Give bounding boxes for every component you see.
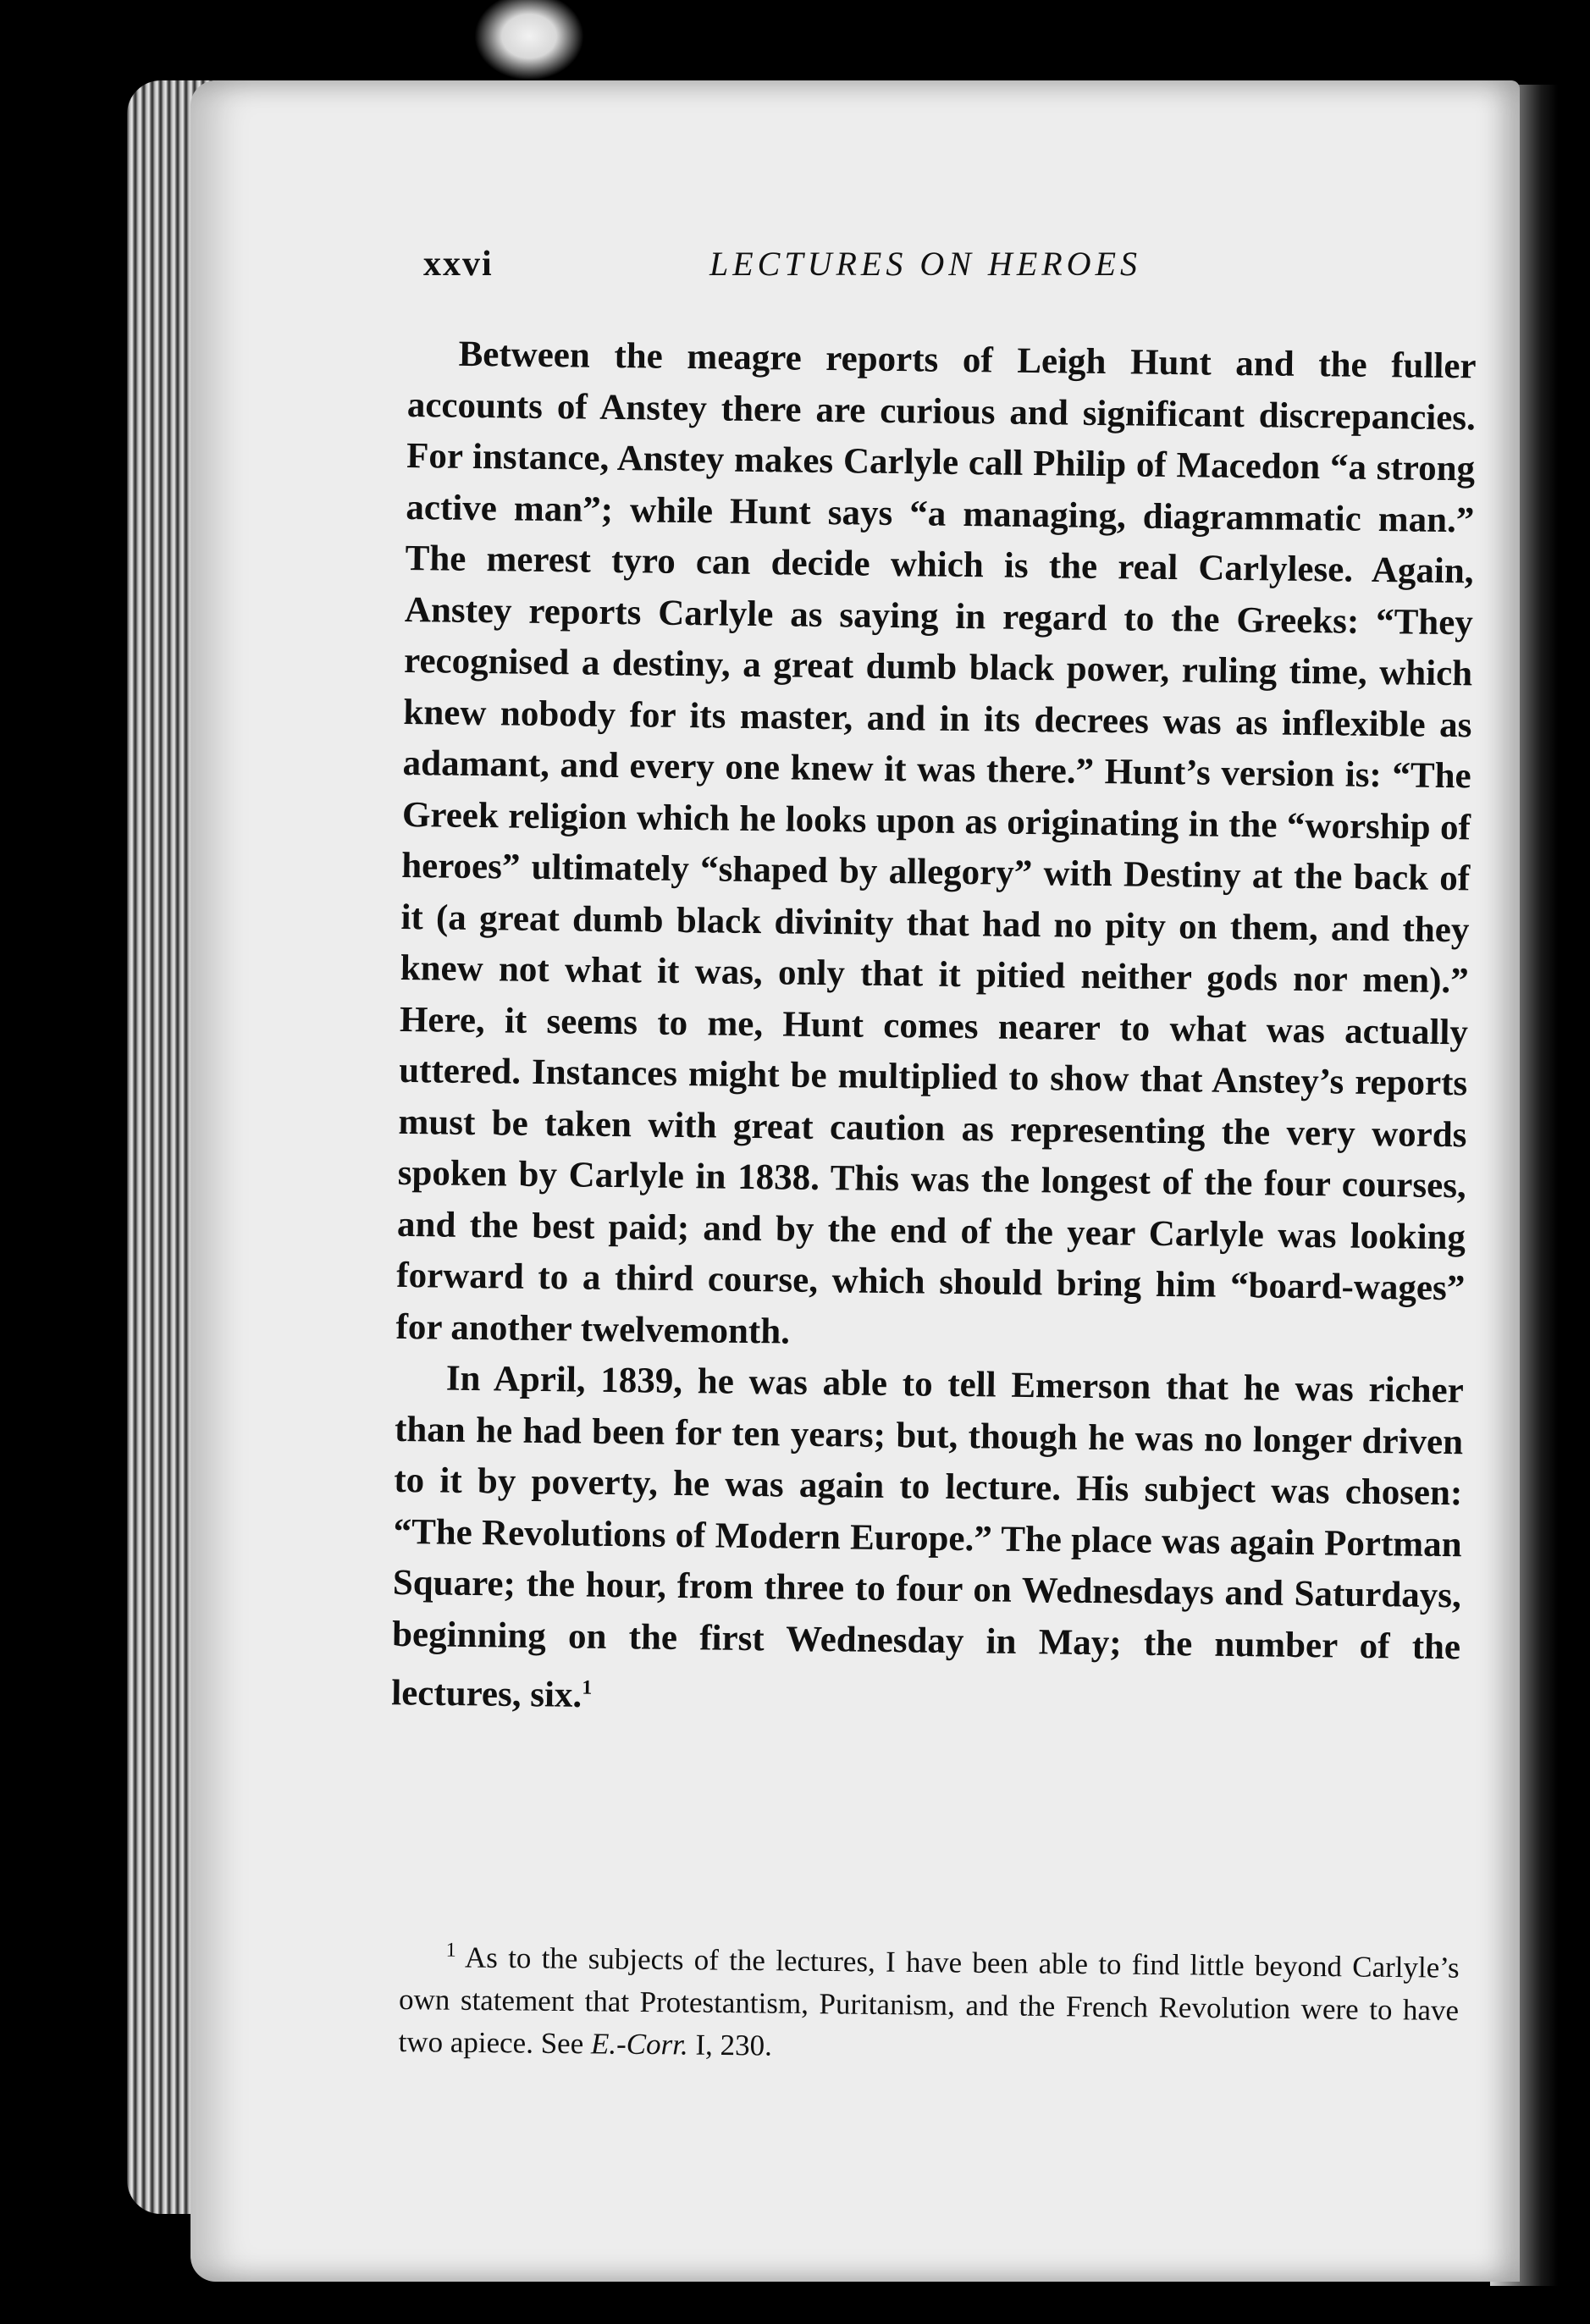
body-text [391,328,1477,1732]
paragraph [391,1353,1464,1732]
footnote [398,1929,1460,2074]
footnote-mark: 1 [445,1939,456,1962]
footnote-reference-tail: I, 230. [695,2028,773,2062]
page-header [423,244,1439,295]
scan-blot [474,0,584,80]
page-number: xxvi [423,245,494,284]
paragraph-text: In April, 1839, he was able to tell Emerson that he was richer than he had been for ten years; but, though he was no longer driven to it by poverty, he was again to lecture. His subject was chosen: “The Revolutions of Modern Europe.” The place was again Portman Square; the hour, from three to four on Wednesdays and Saturdays, beginning on the first Wednesday in May; the number of the lectures, six. [391,1358,1465,1715]
footnote-marker: 1 [582,1676,593,1699]
paragraph [395,328,1477,1366]
footnote-reference: E.-Corr. [590,2027,688,2062]
paragraph-text: Between the meagre reports of Leigh Hunt and the fuller accounts of Anstey there are curious and significant discrepancies. For instance, Anstey makes Carlyle call Philip of Macedon “a strong active man”; while Hunt says “a managing, diagrammatic man.” The merest tyro can decide which is the real Carlylese. Again, Anstey reports Carlyle as saying in regard to the Greeks: “They recognised a destiny, a great dumb black power, ruling time, which knew nobody for its master, and in its decrees was as inflexible as adamant, and every one knew it was there.” Hunt’s version is: “The Greek religion which he looks upon as originating in the “worship of heroes” ultimately “shaped by allegory” with Destiny at the back of it (a great dumb black divinity that had no pity on them, and they knew not what it was, only that it pitied neither gods nor men).” Here, it seems to me, Hunt comes nearer to what was actually uttered. Instances might be multiplied to show that Anstey’s reports must be taken with great caution as representing the very words spoken by Carlyle in 1838. This was the longest of the four courses, and the best paid; and by the end of the year Carlyle was looking forward to a third course, which should bring him “board-wages” for another twelvemonth. [395,334,1477,1352]
footnote-text: As to the subjects of the lectures, I have been able to find little beyond Carlyle’s own statement that Protestantism, Puritanism, and the French Revolution were to have two apiece. See [398,1940,1460,2060]
running-head: LECTURES ON HEROES [709,245,1141,283]
